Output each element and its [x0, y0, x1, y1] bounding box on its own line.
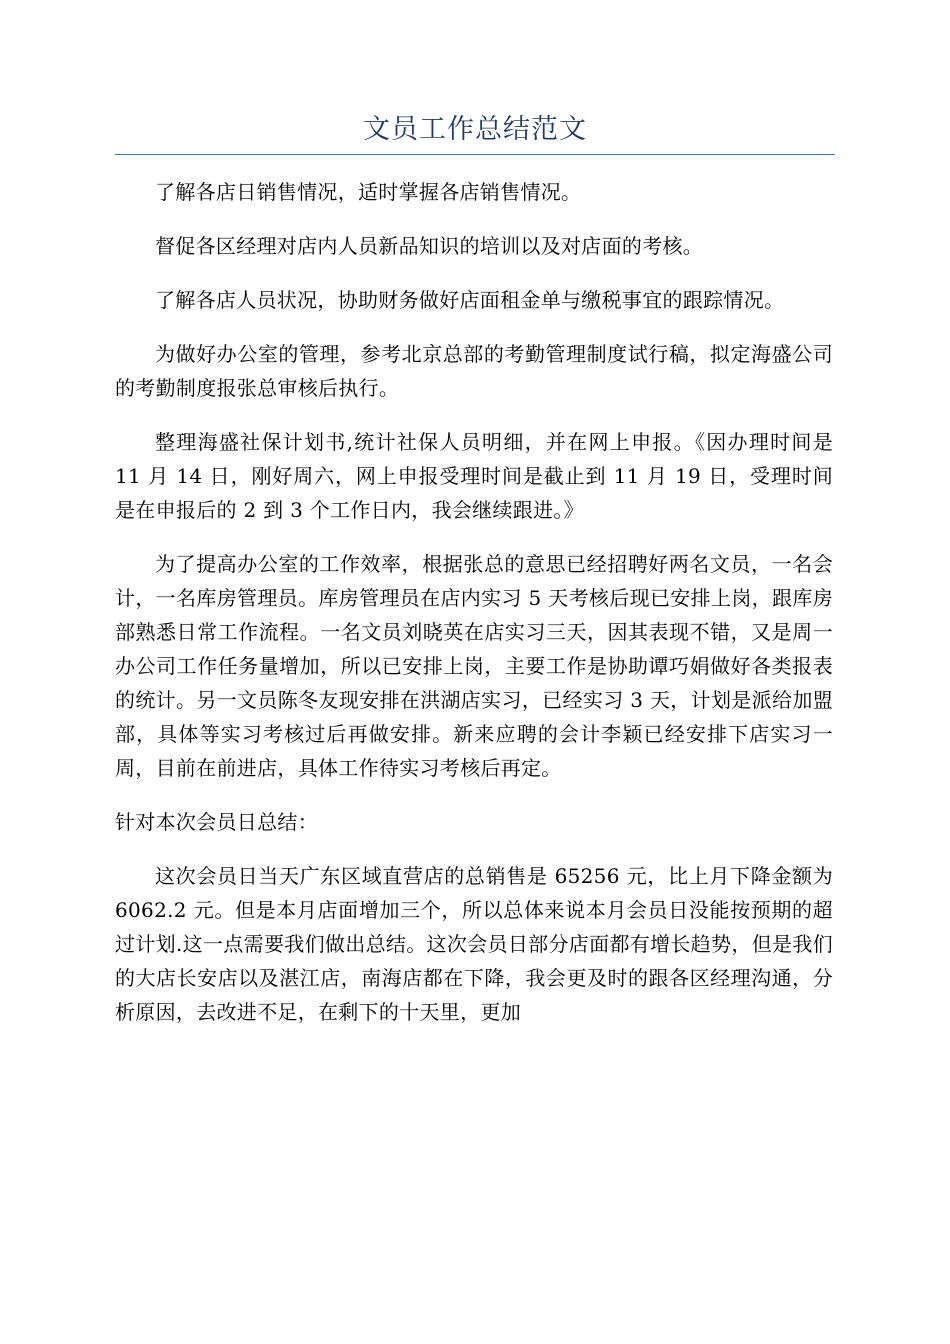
section-heading-member-day: 针对本次会员日总结： [115, 810, 318, 834]
title-underline [115, 154, 835, 155]
paragraph-6: 为了提高办公室的工作效率，根据张总的意思已经招聘好两名文员，一名会计，一名库房管理员。库房管理员在店内实习 5 天考核后现已安排上岗，跟库房部熟悉日常工作流程。一名文员刘晓英在店实习三天，因其表现不错，又是周一办公司工作任务量增加，所以已安排上岗，主要工作是协助谭巧娟做好各类报表的统计。另一文员陈冬友现安排在洪湖店实习，已经实习 3 天，计划是派给加盟部，具体等实习考核过后再做安排。新来应聘的会计李颖已经安排下店实习一周，目前在前进店，具体工作待实习考核后再定。 [115, 552, 833, 780]
paragraph-4: 为做好办公室的管理，参考北京总部的考勤管理制度试行稿，拟定海盛公司的考勤制度报张总审核后执行。 [115, 342, 833, 400]
paragraph-8: 这次会员日当天广东区域直营店的总销售是 65256 元，比上月下降金额为 6062.2 元。但是本月店面增加三个，所以总体来说本月会员日没能按预期的超过计划.这一点需要我们做出总结。这次会员日部分店面都有增长趋势，但是我们的大店长安店以及湛江店，南海店都在下降，我会更及时的跟各区经理沟通，分析原因，去改进不足，在剩下的十天里，更加 [115, 864, 833, 1024]
paragraph-3: 了解各店人员状况，协助财务做好店面租金单与缴税事宜的跟踪情况。 [155, 288, 785, 312]
paragraph-1: 了解各店日销售情况，适时掌握各店销售情况。 [155, 180, 582, 204]
document-title: 文员工作总结范文 [363, 114, 587, 145]
paragraph-2: 督促各区经理对店内人员新品知识的培训以及对店面的考核。 [155, 234, 704, 258]
paragraph-5: 整理海盛社保计划书,统计社保人员明细，并在网上申报。《因办理时间是 11 月 14 日，刚好周六，网上申报受理时间是截止到 11 月 19 日，受理时间是在申报后的 2 到 3 个工作日内，我会继续跟进。》 [115, 430, 833, 522]
document-body [115, 175, 833, 1049]
